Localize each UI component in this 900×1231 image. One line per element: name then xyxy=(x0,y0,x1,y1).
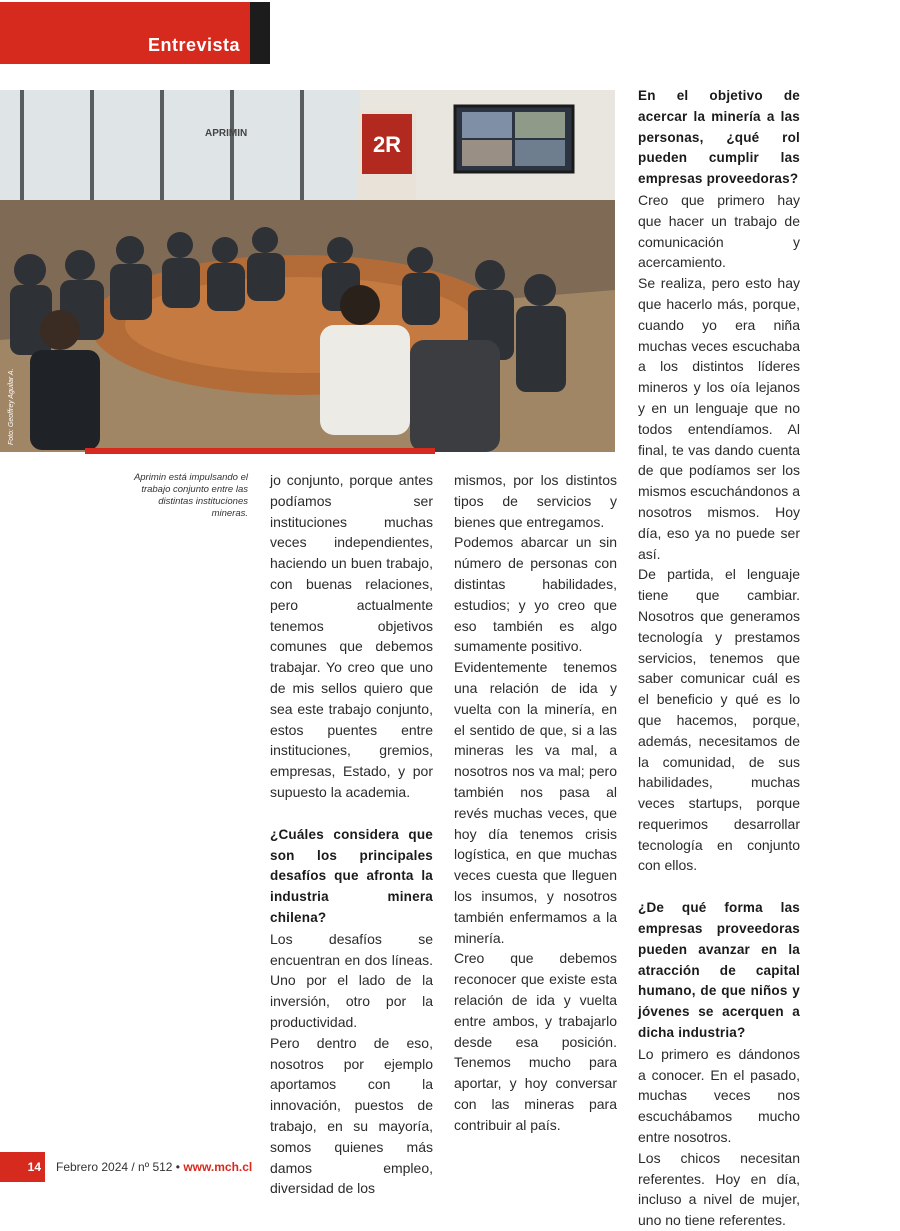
meeting-photo xyxy=(0,90,615,452)
paragraph: mismos, por los distintos tipos de servicios y bienes que entregamos. xyxy=(454,472,617,530)
paragraph: jo conjunto, porque antes podíamos ser instituciones muchas veces independientes, haciendo un buen trabajo, con buenas relaciones, pero actualmente tenemos objetivos comunes que debemos trabajar. Yo creo que uno de mis sellos quiero que sea este trabajo conjunto, estos puentes entre instituciones, gremios, empresas, Estado, y por supuesto la academia. xyxy=(270,472,433,800)
logo-text: APRIMIN xyxy=(205,128,248,139)
issue-info xyxy=(56,1160,252,1174)
paragraph: Se realiza, pero esto hay que hacerlo más, porque, cuando yo era niña muchas veces escuchaba a los distintos líderes mineros y los oía lejanos y en un lenguaje que no todos entendíamos. Al final, te vas dando cuenta de que podíamos ser los mismos escuchándonos a nosotros mismos. Hoy día, eso ya no puede ser así. xyxy=(638,275,800,562)
article-column-3 xyxy=(638,86,800,1231)
section-tab xyxy=(0,2,268,64)
website-link[interactable]: www.mch.cl xyxy=(183,1160,253,1174)
question-heading: ¿De qué forma las empresas proveedoras pueden avanzar en la atracción de capital humano, de que niños y jóvenes se acerquen a dicha industria? xyxy=(638,900,800,1041)
paragraph: Creo que primero hay que hacer un trabajo de comunicación y acercamiento. xyxy=(638,191,800,271)
photo-accent-bar xyxy=(85,448,435,454)
photo-credit: Foto: Geoffrey Aguilar A. xyxy=(8,368,15,445)
section-label: Entrevista xyxy=(147,35,240,55)
page-footer xyxy=(0,1152,900,1182)
paragraph: Pero dentro de eso, nosotros por ejemplo aportamos con la innovación, puestos de trabajo, en su mayoría, somos quienes más damos empleo, diversidad de los xyxy=(270,1034,433,1197)
article-column-2 xyxy=(454,470,617,1136)
paragraph: Creo que debemos reconocer que existe esta relación de ida y vuelta entre ambos, y trabajarlo desde esa posición. Tenemos mucho para aportar, y hoy conversar con las mineras para contribuir al país. xyxy=(454,950,617,1133)
paragraph: De partida, el lenguaje tiene que cambiar. Nosotros que generamos tecnología y prestamos servicios, tenemos que saber comunicar cuál es el beneficio y qué es lo que hacemos, porque, además, necesitamos de la comunidad, de sus habilidades, muchas veces startups, porque requerimos desarrollar tecnología en conjunto con ellos. xyxy=(638,566,800,874)
page-number: 14 xyxy=(0,1152,45,1182)
issue-label: Febrero 2024 / nº 512 • xyxy=(56,1160,180,1174)
paragraph: Los desafíos se encuentran en dos líneas. Uno por el lado de la inversión, otro por la productividad. xyxy=(270,930,433,1030)
paragraph: Lo primero es dándonos a conocer. En el pasado, muchas veces nos escuchábamos mucho entre nosotros. xyxy=(638,1045,800,1146)
article-column-1 xyxy=(270,470,433,1199)
section-tab-shadow xyxy=(250,2,270,64)
question-heading: ¿Cuáles considera que son los principales desafíos que afronta la industria minera chilena? xyxy=(270,826,433,925)
photo-caption: Aprimin está impulsando el trabajo conjunto entre las distintas instituciones mineras. xyxy=(133,472,248,519)
paragraph: Los chicos necesitan referentes. Hoy en día, incluso a nivel de mujer, uno no tiene referentes. xyxy=(638,1149,800,1229)
question-heading: En el objetivo de acercar la minería a las personas, ¿qué rol pueden cumplir las empresas proveedoras? xyxy=(638,88,800,187)
banner-text: 2R xyxy=(372,132,402,157)
paragraph: Evidentemente tenemos una relación de ida y vuelta con la minería, en el sentido de que, si a las mineras les va mal, a nosotros nos va mal; pero también nos pasa al revés muchas veces, que hoy día tenemos crisis logística, en que muchas veces cuesta que lleguen los insumos, y nosotros también enfermamos a la minería. xyxy=(454,659,617,946)
paragraph: Podemos abarcar un sin número de personas con distintas habilidades, estudios; y yo creo que eso también es algo sumamente positivo. xyxy=(454,534,617,655)
